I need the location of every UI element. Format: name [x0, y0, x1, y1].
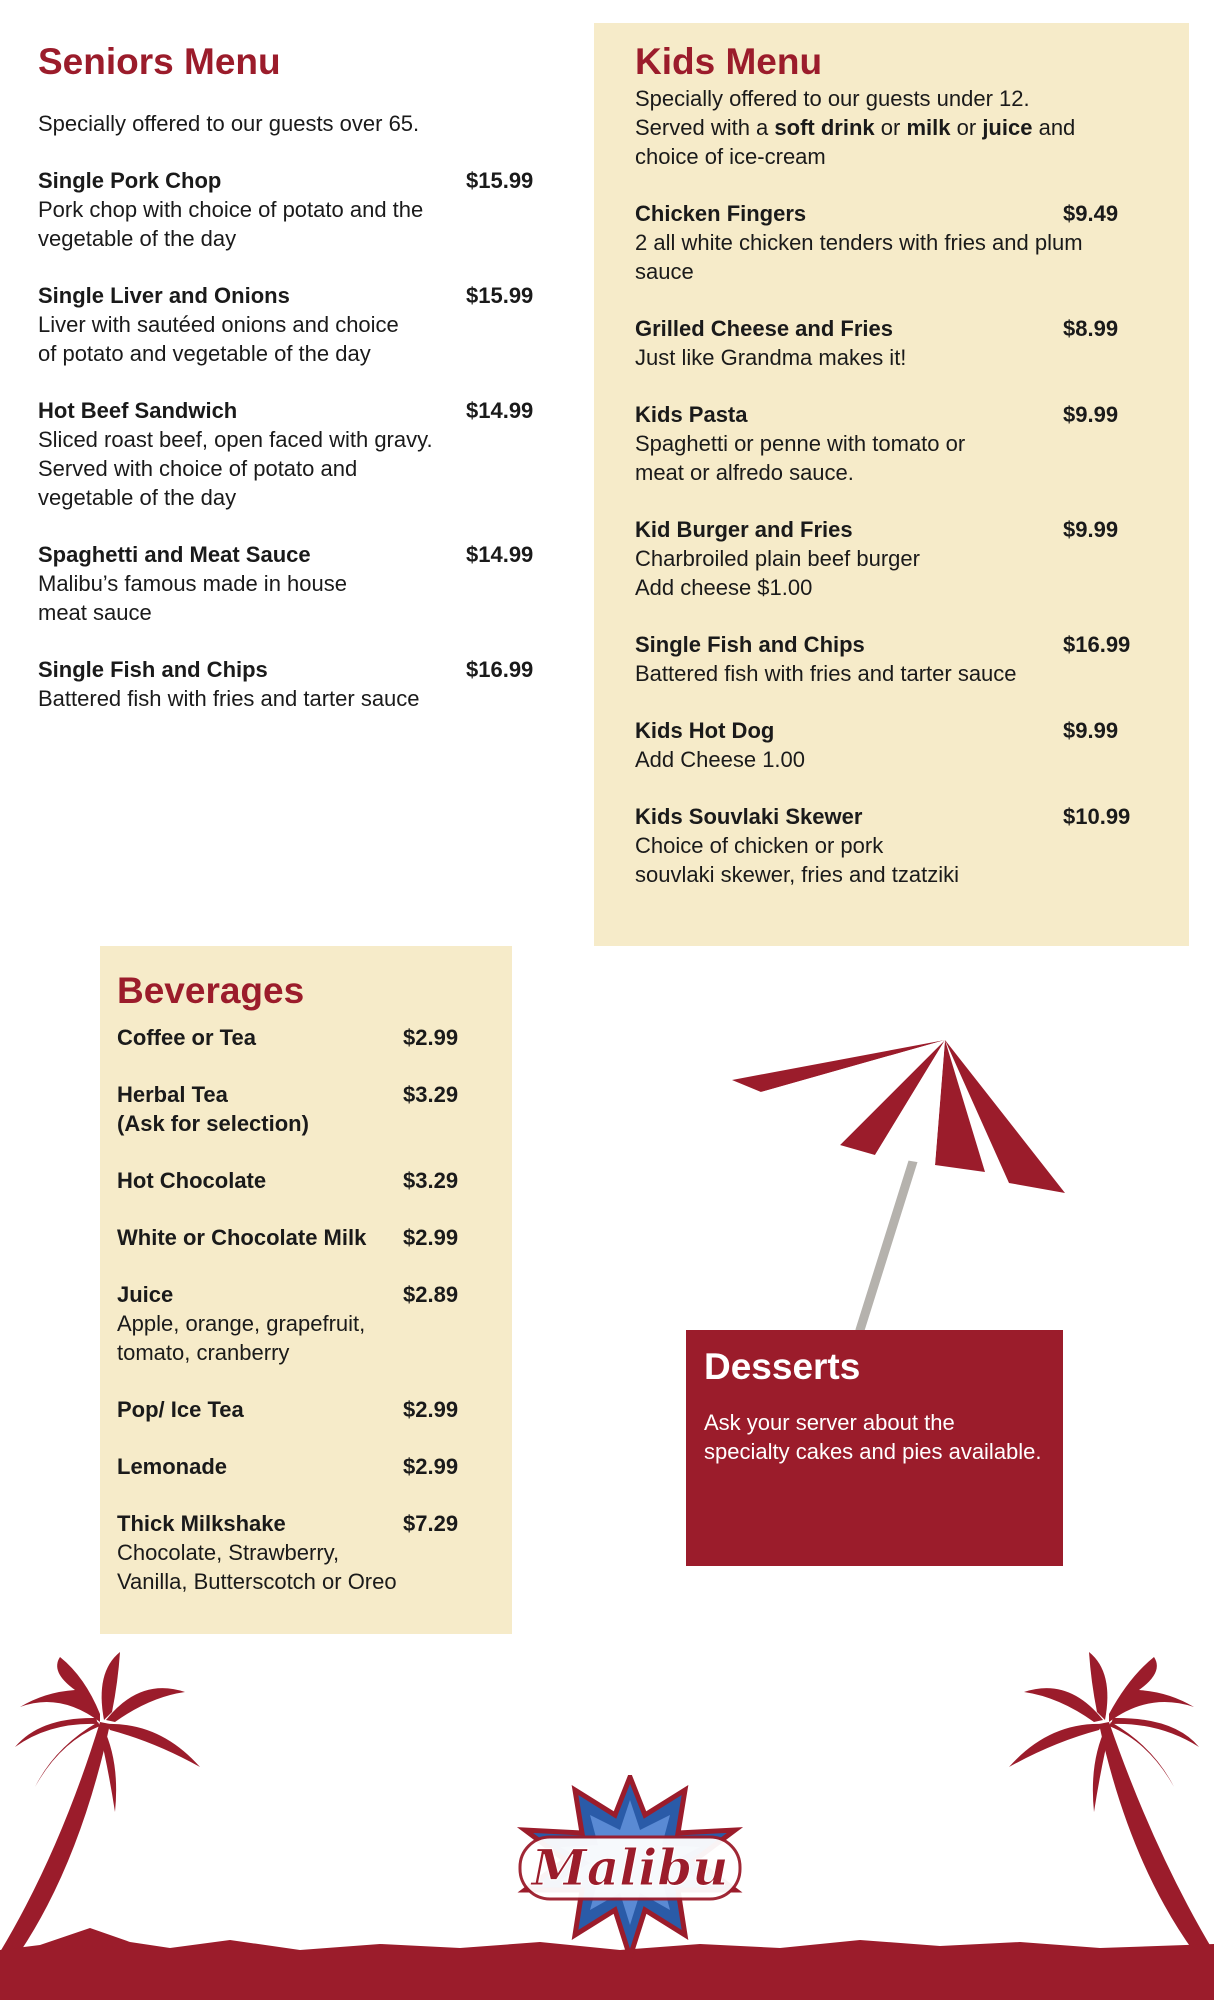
kids-intro-or: or: [880, 115, 901, 140]
beverage-item-name: Herbal Tea (Ask for selection): [117, 1082, 309, 1136]
seniors-menu-item-price: $15.99: [466, 168, 534, 193]
kids-menu-item-description: Add Cheese 1.00: [635, 747, 806, 772]
kids-menu-item-price: $10.99: [1063, 804, 1131, 829]
seniors-menu-item-price: $15.99: [466, 283, 534, 308]
kids-menu-intro: [635, 84, 1175, 171]
beverage-item: [117, 1395, 497, 1424]
kids-menu-item: [635, 716, 1175, 774]
kids-menu-item: [635, 314, 1175, 372]
kids-menu-item: [635, 199, 1175, 286]
desserts-title: Desserts: [704, 1346, 861, 1387]
beverage-item-name: Thick Milkshake: [117, 1511, 286, 1536]
malibu-logo: [510, 1775, 750, 1960]
kids-menu-item: [635, 400, 1175, 487]
kids-menu-item-name: Kids Pasta: [635, 402, 748, 427]
beverage-item: [117, 1452, 497, 1481]
palm-tree-left-icon: [0, 1652, 210, 1952]
beverage-item: [117, 1509, 497, 1596]
seniors-menu-item-name: Single Pork Chop: [38, 168, 222, 193]
beverage-item-price: $2.99: [403, 1397, 459, 1422]
beverage-item-price: $7.29: [403, 1511, 459, 1536]
kids-intro-line1: Specially offered to our guests under 12.: [635, 86, 1030, 111]
kids-menu-item-name: Grilled Cheese and Fries: [635, 316, 893, 341]
seniors-menu-item-description: Malibu’s famous made in house meat sauce: [38, 571, 347, 625]
beverage-item: [117, 1080, 497, 1138]
seniors-menu-item-name: Single Liver and Onions: [38, 283, 290, 308]
beverages-items: [117, 1023, 497, 1596]
kids-menu-item-name: Single Fish and Chips: [635, 632, 865, 657]
beverage-item-name: Coffee or Tea: [117, 1025, 256, 1050]
kids-menu-item: [635, 515, 1175, 602]
kids-intro-line2: [635, 113, 1175, 142]
seniors-menu-section: [38, 40, 538, 713]
kids-intro-or: or: [956, 115, 977, 140]
palm-tree-right-icon: [1004, 1652, 1214, 1952]
kids-intro-milk: milk: [906, 115, 951, 140]
seniors-menu-item: [38, 281, 538, 368]
kids-menu-item-description: Spaghetti or penne with tomato or meat or alfredo sauce.: [635, 431, 966, 485]
kids-intro-juice: juice: [982, 115, 1033, 140]
seniors-menu-item-description: Liver with sautéed onions and choice of potato and vegetable of the day: [38, 312, 399, 366]
seniors-menu-item-price: $14.99: [466, 398, 534, 423]
seniors-menu-item: [38, 655, 538, 713]
seniors-menu-item: [38, 166, 538, 253]
beverage-item-price: $2.89: [403, 1282, 459, 1307]
kids-menu-item-description: 2 all white chicken tenders with fries and plum sauce: [635, 230, 1083, 284]
kids-menu-item-price: $9.99: [1063, 517, 1119, 542]
beverages-title: Beverages: [117, 970, 305, 1011]
kids-menu-item-name: Kids Souvlaki Skewer: [635, 804, 863, 829]
kids-menu-item-price: $9.99: [1063, 402, 1119, 427]
seniors-menu-item-name: Hot Beef Sandwich: [38, 398, 238, 423]
seniors-menu-item: [38, 540, 538, 627]
malibu-logo-text: Malibu: [531, 1838, 729, 1897]
kids-menu-item-name: Kids Hot Dog: [635, 718, 775, 743]
kids-menu-item-description: Just like Grandma makes it!: [635, 345, 907, 370]
seniors-menu-item-price: $16.99: [466, 657, 534, 682]
desserts-box: [686, 1330, 1063, 1566]
kids-menu-item-description: Choice of chicken or pork souvlaki skewer, fries and tzatziki: [635, 833, 960, 887]
beverage-item-price: $3.29: [403, 1168, 459, 1193]
seniors-menu-items: [38, 166, 538, 713]
kids-menu-section: [635, 40, 1175, 889]
kids-menu-items: [635, 199, 1175, 889]
seniors-menu-item: [38, 396, 538, 512]
kids-menu-item-price: $16.99: [1063, 632, 1131, 657]
kids-menu-item-price: $8.99: [1063, 316, 1119, 341]
kids-intro-and: and: [1038, 115, 1076, 140]
seniors-menu-item-description: Battered fish with fries and tarter sauce: [38, 686, 420, 711]
kids-menu-item-description: Battered fish with fries and tarter sauce: [635, 661, 1017, 686]
beverage-item-price: $2.99: [403, 1225, 459, 1250]
beverage-item-description: Apple, orange, grapefruit, tomato, cranberry: [117, 1311, 366, 1365]
beach-umbrella-icon: [725, 1030, 1115, 1340]
beverage-item-description: Chocolate, Strawberry, Vanilla, Butterscotch or Oreo: [117, 1540, 397, 1594]
beverage-item-price: $2.99: [403, 1454, 459, 1479]
kids-menu-item: [635, 802, 1175, 889]
kids-menu-item: [635, 630, 1175, 688]
kids-menu-item-name: Chicken Fingers: [635, 201, 807, 226]
beverage-item-name: Juice: [117, 1282, 174, 1307]
kids-menu-item-name: Kid Burger and Fries: [635, 517, 853, 542]
beverage-item-name: Hot Chocolate: [117, 1168, 267, 1193]
kids-menu-item-description: Charbroiled plain beef burger Add cheese $1.00: [635, 546, 920, 600]
beverage-item: [117, 1166, 497, 1195]
seniors-menu-item-name: Spaghetti and Meat Sauce: [38, 542, 311, 567]
seniors-menu-title: Seniors Menu: [38, 41, 281, 82]
desserts-text: Ask your server about the specialty cakes and pies available.: [704, 1410, 1042, 1464]
kids-intro-line3: choice of ice-cream: [635, 144, 826, 169]
seniors-menu-item-description: Sliced roast beef, open faced with gravy. Served with choice of potato and vegetable of the day: [38, 427, 433, 510]
seniors-menu-item-description: Pork chop with choice of potato and the vegetable of the day: [38, 197, 424, 251]
seniors-menu-item-price: $14.99: [466, 542, 534, 567]
kids-menu-item-price: $9.99: [1063, 718, 1119, 743]
beverage-item-name: Pop/ Ice Tea: [117, 1397, 244, 1422]
seniors-menu-intro: Specially offered to our guests over 65.: [38, 111, 420, 136]
kids-menu-title: Kids Menu: [635, 41, 823, 82]
kids-menu-item-price: $9.49: [1063, 201, 1119, 226]
beverage-item: [117, 1223, 497, 1252]
beverage-item-name: White or Chocolate Milk: [117, 1225, 367, 1250]
seniors-menu-item-name: Single Fish and Chips: [38, 657, 268, 682]
beverage-item-price: $2.99: [403, 1025, 459, 1050]
beverage-item: [117, 1280, 497, 1367]
kids-intro-soft-drink: soft drink: [774, 115, 875, 140]
beverage-item: [117, 1023, 497, 1052]
beverages-section: [117, 969, 497, 1596]
beverage-item-name: Lemonade: [117, 1454, 228, 1479]
beverage-item-price: $3.29: [403, 1082, 459, 1107]
kids-intro-served: Served with a: [635, 115, 769, 140]
